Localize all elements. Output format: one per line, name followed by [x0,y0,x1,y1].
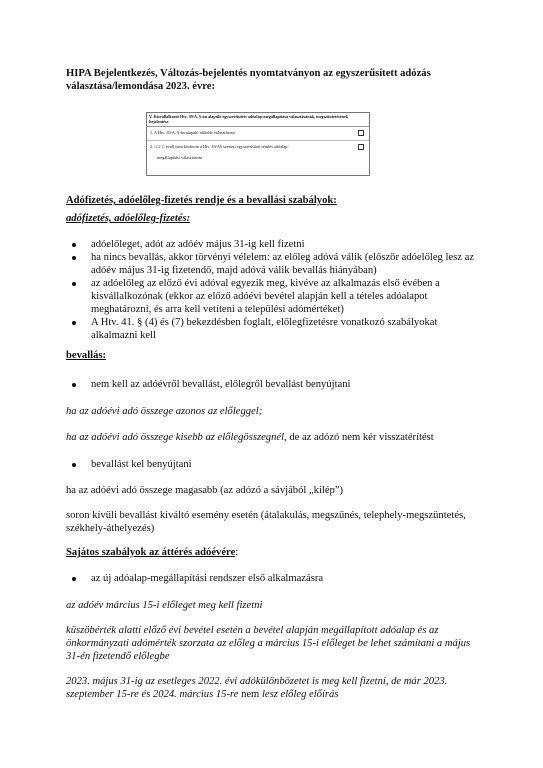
form-row-2-cont: megállapítási választásom [157,155,202,160]
paragraph-magasabb: ha az adóévi adó összege magasabb (az adózó a sávjából „kilép”) [66,485,344,496]
paragraph-azonos: ha az adóévi adó összege azonos az előleggel; [66,406,263,417]
list-sajatos [66,572,476,585]
list-item: bevallást kel benyújtani [66,458,476,471]
bullet-icon [72,577,76,581]
page-title: HIPA Bejelentkezés, Változás-bejelentés nyomtatványon az egyszerűsített adózás választása/lemondása 2023. évre: [66,68,431,92]
bullet-icon [72,256,76,260]
list-benyujtani [66,458,476,471]
list-item: ha nincs bevallás, akkor törvényi vélelem: az előleg adóvá válik (először adóelőleg lesz az adóév május 31-ig fizetendő, majd adóvá válik bevallás hiányában) [66,251,476,277]
bullet-icon [72,321,76,325]
form-excerpt-image [146,112,370,176]
bullet-icon [72,282,76,286]
list-item: adóelőleget, adót az adóév május 31-ig kell fizetni [66,238,476,251]
section-heading-sajatos: Sajátos szabályok az áttérés adóévére: [66,547,239,558]
paragraph-marcius: az adóév március 15-i előleget meg kell fizetni [66,600,263,611]
form-row-2 [150,144,362,149]
paragraph-majus: 2023. május 31-ig az esetleges 2022. évi adókülönbözetet is meg kell fizetni, de már 2023. szeptember 15-re és 2024. március 15-re nem lesz előleg előírás [66,676,448,700]
form-header: V. Kisvállalkozói Htv. 39/A. §-án alapuló egyszerűsített adóalap-megállapítása választásának, megszűntetésének bejelentése [147,113,369,127]
list-adofizetes [66,238,476,342]
checkbox-icon [358,144,364,150]
paragraph-kisebb: ha az adóévi adó összege kisebb az előlegösszegnél, de az adózó nem kér visszatérítést [66,432,434,443]
paragraph-kuszobertek: küszöbérték alatti előző évi bevétel esetén a bevétel alapján megállapított adóalap és az önkormányzati adómérték szorzata az előleg a március 15-i előleget be lehet számítani a május 31-én fizetendő előlegbe [66,625,471,662]
subheading-bevallas: bevallás: [66,350,107,361]
list-item: az adóelőleg az előző évi adóval egyezik meg, kivéve az alkalmazás első évében a kisvállalkozónak (ekkor az előző adóévi bevétel alapján kell a tételes adóalapot meghatározni, és arra kell vetíteni a települési adómértéket) [66,277,476,316]
bullet-icon [72,243,76,247]
form-row-1-text: 1. A Htv. 39/A. §-án alapuló időtöbb választásom [150,130,235,135]
bullet-icon [72,383,76,387]
section-heading-adofizetes: Adófizetés, adóelőleg-fizetés rendje és a bevallási szabályok: [66,195,337,206]
list-item: az új adóalap-megállapítási rendszer első alkalmazásra [66,572,476,585]
list-item: A Htv. 41. § (4) és (7) bekezdésben foglalt, előlegfizetésre vonatkozó szabályokat alkalmazni kell [66,316,476,342]
form-row-2-text: 2. □□□□ évtől neni kívánom a Htv. 39/A§ szerinti egyszerűsített térülés adóalap- [150,144,289,149]
paragraph-soronkivuli: soron kívüli bevallást kiváltó esemény esetén (átalakulás, megszűnés, telephely-megszüntetés, székhely-áthelyezés) [66,510,466,534]
form-divider [147,140,369,141]
form-row-1 [150,130,362,135]
checkbox-icon [358,130,364,136]
list-item: nem kell az adóévről bevallást, előlegről bevallást benyújtani [66,378,476,391]
subheading-adofizetes: adófizetés, adóelőleg-fizetés: [66,213,191,224]
list-bevallas [66,378,476,391]
bullet-icon [72,463,76,467]
